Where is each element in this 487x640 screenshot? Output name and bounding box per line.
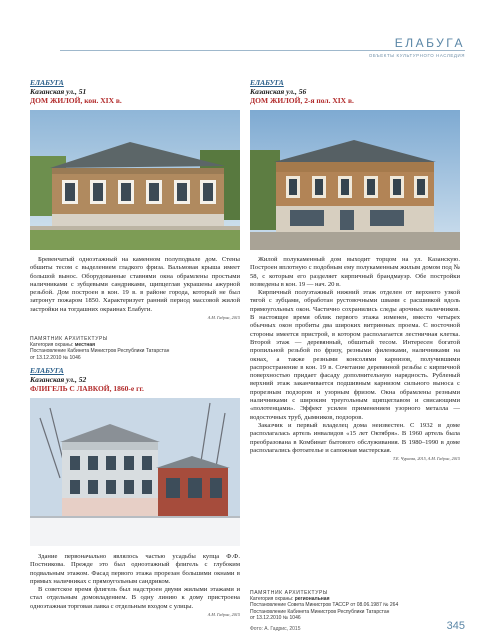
protection-3-category: Категория охраны: региональная: [250, 596, 330, 603]
object-2-description-1: Здание первоначально являлось частью усадьбы купца Ф.Ф. Постникова. Прежде это был одноэтажный флигель с глубоким подвальным этажом. Фасад первого этажа прорезан большими окнами в прямых наличниках с прямоугольным сандриком.: [30, 553, 240, 585]
object-3-title: ДОМ ЖИЛОЙ, 2-я пол. XIX в.: [250, 96, 354, 105]
object-1-city: ЕЛАБУГА: [30, 78, 64, 87]
object-2-photo: [30, 398, 240, 546]
object-3-text-block: [250, 256, 460, 461]
object-3-heading: [250, 78, 460, 105]
object-2-address: Казанская ул., 52: [30, 375, 87, 384]
object-3-address: Казанская ул., 56: [250, 87, 307, 96]
object-2-heading: [30, 366, 240, 393]
protection-3-decree-3: от 13.12.2010 № 1046: [250, 614, 301, 621]
object-3-description-2: Кирпичный полуэтажный нижний этаж отделен от верхнего узкой тягой с зубцами, обработан рустовочными швами с расшивкой вдоль прямоугольных окон. Частично сохранились следы арочных наличников. В настоящее время облик первого этажа изменен, вместо четырех обычных окон пробиты два широких витринных проема. С восточной стороны имеется пристрой, в котором располагается лестничная клетка. Второй этаж — деревянный, обшитый тесом. Интересен богатой пропильной резьбой по фризу, резными филенками, наличниками на окнах, а также резными консолями карнизов, получившими распространение в кон. 19 в. Сочетание деревянной резьбы с кирпичной поверхностью придает фасаду дополнительную нарядность. Рубленый верхний этаж заканчивается подшивным карнизом сильного выноса с прорезным подзором и узорным фризом. Окна обрамлены резными наличниками с широким треугольным щипцеглавом и свисающими «полотенцами». Эффект усилен применением узорного металла — водосточных труб, дымников, подзоров.: [250, 289, 460, 421]
protection-1-decree-date: от 13.12.2010 № 1046: [30, 354, 81, 361]
protection-3-decree-2: Постановление Кабинета Министров Республики Татарстан: [250, 608, 390, 615]
object-2-text-block: [30, 553, 240, 617]
object-2-credit: А.М. Гадрис, 2015: [207, 612, 240, 618]
protection-3-decree-1: Постановление Совета Министров ТАССР от 08.06.1987 № 264: [250, 602, 399, 609]
object-3-city: ЕЛАБУГА: [250, 78, 284, 87]
page-number: 345: [446, 620, 465, 632]
protection-1-decree: Постановление Кабинета Министров Республики Татарстан: [30, 348, 170, 355]
header-rule: [60, 50, 465, 51]
object-1-title: ДОМ ЖИЛОЙ, кон. XIX в.: [30, 96, 122, 105]
object-1-description: Бревенчатый одноэтажный на каменном полуподвале дом. Стены обшиты тесом с выделением гладкого фриза. Вальмовая крыша имеет большой вынос. Оборудованные ставнями окна обрамлены простыми наличниками с зубцевыми сандриками, щипцеглав украшены ажурной резьбой. Дом построен в кон. 19 в. в районе города, который не был затронут пожаром 1850. Характеризует ранний период массовой жилой застройки на тогдашних окраинах Елабуги.: [30, 256, 240, 313]
object-1-photo: [30, 110, 240, 250]
object-1-credit: А.М. Гадрис, 2015: [207, 315, 240, 321]
object-1-address: Казанская ул., 51: [30, 87, 87, 96]
protection-3-heading: ПАМЯТНИК АРХИТЕКТУРЫ: [250, 590, 328, 596]
object-3-description-1: Жилой полукаменный дом выходит торцом на ул. Казанскую. Построен вплотную с подобным ему полукаменным жилым домом под № 58, с которым его разделяет кирпичный брандмауэр. Обе постройки возведены в кон. 19 — нач. 20 в.: [250, 256, 460, 288]
protection-info-1: [30, 336, 240, 361]
object-3-description-3: Заказчик и первый владелец дома неизвестен. С 1932 в доме располагалась артель инвалидов «15 лет Октября». В 1960 артель была преобразована в Комбинат бытового обслуживания. В 1980–1990 в доме располагались фотоателье и сапожная мастерская.: [250, 421, 460, 454]
object-2-description-2: В советское время флигель был надстроен двумя жилыми этажами и стал отдельным домовладением. В одну линию к дому пристроена одноэтажная торговая лавка с отдельным входом с улицы.: [30, 586, 240, 610]
protection-info-3: [250, 590, 465, 621]
protection-1-heading: ПАМЯТНИК АРХИТЕКТУРЫ: [30, 336, 108, 342]
running-header-title: ЕЛАБУГА: [394, 36, 465, 50]
object-2-title: ФЛИГЕЛЬ С ЛАВКОЙ, 1860-е гг.: [30, 384, 144, 393]
object-1-text-block: [30, 256, 240, 320]
object-2-city: ЕЛАБУГА: [30, 366, 64, 375]
object-3-photo: [250, 110, 460, 250]
running-header-subtitle: ОБЪЕКТЫ КУЛЬТУРНОГО НАСЛЕДИЯ: [368, 53, 465, 58]
object-1-heading: [30, 78, 240, 105]
photo-credit-footer: Фото: А. Гадрис, 2015: [250, 626, 301, 632]
protection-1-category: Категория охраны: местная: [30, 342, 96, 349]
object-3-credit: Т.Е. Чураева, 2015, А.М. Гадрис, 2015: [392, 456, 460, 462]
